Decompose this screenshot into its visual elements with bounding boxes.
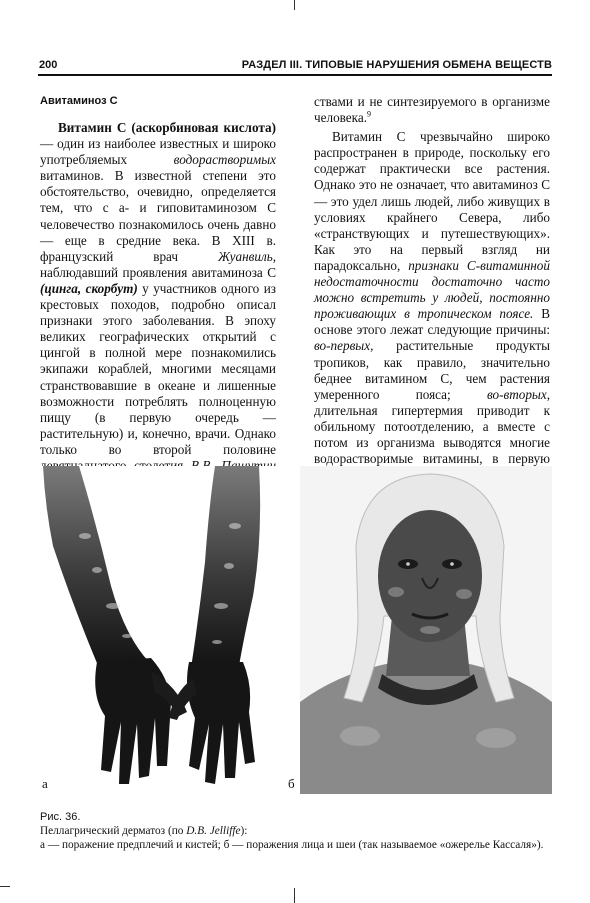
paragraph-vitamin-c-intro: Витамин С (аскорбиновая кислота) — один из наиболее известных и широко употребляемых водорастворимых витаминов. В известной степени это обстоятельство, очевидно, определяется тем, что с а- и гиповитаминозом С человечество познакомилось очень давно — еще в средние века. В XIII в. французский врач Жуанвиль, наблюдавший проявления авитаминоза С (цинга, скорбут) у участников одного из крестовых походов, подробно описал признаки этого заболевания. В эпоху великих географических открытий с цингой в полной мере познакомились экипажи кораблей, многими месяцами странствовавшие в океане и лишенные возможности потреблять полноценную пищу (в первую очередь — растительную) и, конечно, врачи. Однако только во второй половине <box>40 120 276 555</box>
figure-caption <box>40 810 560 852</box>
subsection-heading: Авитаминоз С <box>40 95 118 107</box>
figure-panel-b-face <box>288 466 552 794</box>
figure-number: Рис. 36. <box>40 811 81 823</box>
caption-title: Пеллагрический дерматоз (по D.B. Jelliffe): <box>40 825 248 837</box>
crop-mark-top <box>294 0 295 10</box>
footnote-reference[interactable]: 9 <box>367 109 372 119</box>
paragraph-continuation: ствами и не синтезируемого в организме человека.$^9$ <box>314 94 550 126</box>
figure-label-b: б <box>288 776 295 791</box>
term-scurvy: (цинга, скорбут) <box>40 280 138 296</box>
term-vitamin-c: Витамин С (аскорбиновая кислота) <box>58 120 276 135</box>
paragraph-tropics: Витамин С чрезвычайно широко распространен в природе, поскольку его содержат практически все растения. Однако это не означает, что авитаминоз С — это удел лишь людей, либо живущих в условиях крайнего Севера, либо «странствующих и путешествующих». Как это на первый взгляд ни парадоксально, признаки С-витаминной недостаточности достаточно часто можно встретить у людей, постоянно проживающих в тропическом поясе. В основе этого лежат следующие причины: во-первых, растительные продукты тропиков, как правило, значительно беднее витамином С, чем растения умеренного пояса; во-вторых, длительная гипертермия приводит к обильному потоотделению, а вместе с потом из организма выводятся многие водорастворимые витамины, в первую <box>314 129 550 467</box>
running-header <box>38 56 552 76</box>
name-joinville: Жуанвиль, <box>217 248 276 264</box>
crop-mark-left <box>0 886 10 887</box>
figure-label-a: а <box>42 776 48 791</box>
page-number: 200 <box>39 59 58 71</box>
section-title: РАЗДЕЛ III. ТИПОВЫЕ НАРУШЕНИЯ ОБМЕНА ВЕЩЕСТВ <box>241 59 552 71</box>
face-photo <box>300 466 552 794</box>
figure-panel-a-forearms <box>39 466 293 794</box>
caption-description: а — поражение предплечий и кистей; б — поражения лица и шеи (так называемое «ожерелье Кассаля»). <box>40 839 544 851</box>
forearms-photo <box>39 466 293 794</box>
crop-mark-bottom <box>294 888 295 903</box>
